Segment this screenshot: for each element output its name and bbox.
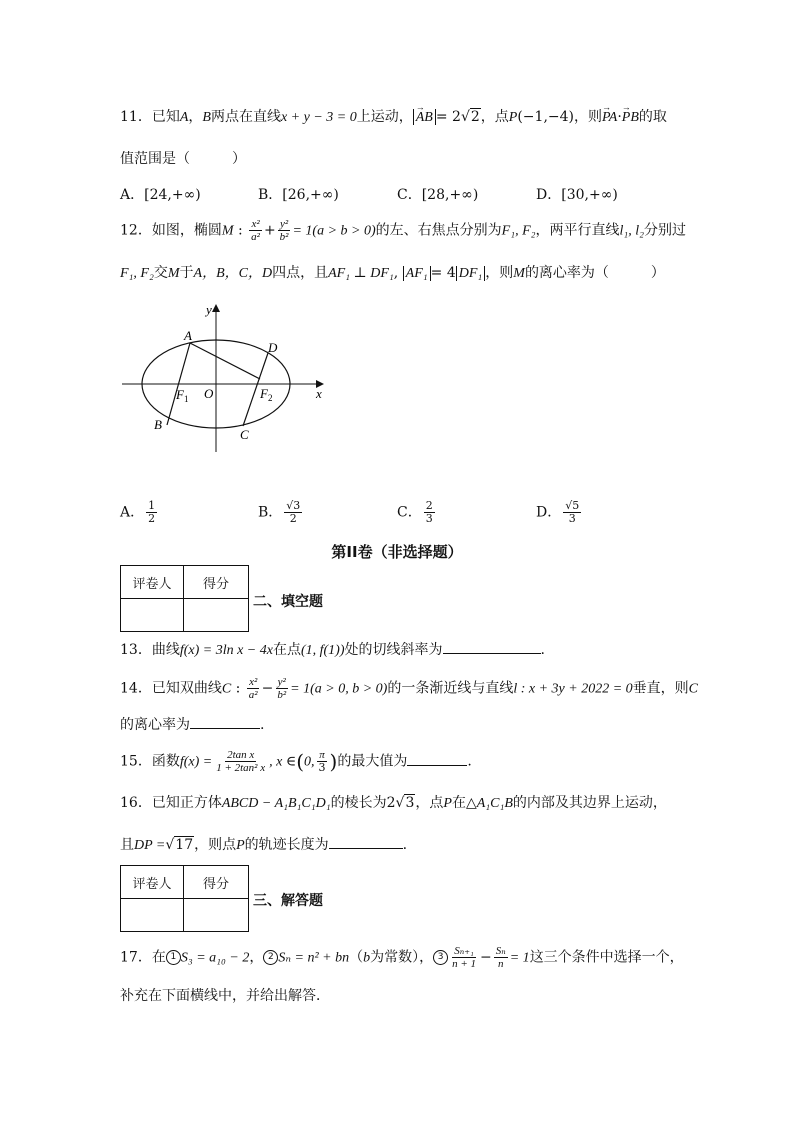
section-solve: 三、解答题 <box>253 893 323 909</box>
q17-text: 这三个条件中选择一个， <box>529 949 684 966</box>
q17-cond2: Sₙ = n² + bn <box>278 950 350 966</box>
q11-text: = 2 <box>435 109 461 125</box>
q12-text: ，则 <box>485 265 514 281</box>
circled-one-icon: 1 <box>166 950 181 965</box>
grader-header: 评卷人 <box>121 866 184 899</box>
q11-text: ，则 <box>574 109 602 125</box>
circled-two-icon: 2 <box>263 950 278 965</box>
q12-option-b[interactable] <box>258 500 304 525</box>
q11-var: A <box>179 110 189 125</box>
q11-text: 上运动， <box>356 109 413 125</box>
ellipse-figure <box>118 298 333 456</box>
q12-lines: l₁, l₂ <box>619 223 645 239</box>
circled-three-icon: 3 <box>433 950 448 965</box>
option-text: [24,+∞) <box>144 187 201 203</box>
score-header: 得分 <box>184 866 249 899</box>
q11-text: 的取 <box>638 109 667 125</box>
q11-line-eq: x + y − 3 = 0 <box>280 110 357 125</box>
option-label: A． <box>120 504 145 521</box>
option-frac <box>146 500 157 525</box>
q16-text: 的内部及其边界上运动， <box>512 795 667 811</box>
q11-text: 11．已知 <box>120 109 180 125</box>
frac-num: 1 <box>148 499 156 512</box>
q14-text: : <box>231 680 245 697</box>
option-label: C． <box>397 504 422 521</box>
q14-frac-y <box>275 676 288 701</box>
q11-sqrt: 2 <box>470 109 480 125</box>
q14-line2 <box>120 714 264 736</box>
option-label: D． <box>536 187 562 203</box>
q11-option-c[interactable] <box>397 184 478 206</box>
label-o: O <box>204 386 214 401</box>
frac-den: a² <box>251 231 260 243</box>
q14-end: . <box>260 717 265 733</box>
q11-var: P <box>508 110 518 125</box>
score-header: 得分 <box>184 566 249 599</box>
q11-option-a[interactable] <box>120 184 201 206</box>
score-table-2 <box>120 865 249 932</box>
q11-dot: · <box>617 109 622 125</box>
q12-text: 的离心率为（ ） <box>524 265 665 281</box>
q13-line <box>120 639 545 662</box>
q13-answer-blank[interactable] <box>443 639 541 654</box>
q14-text: 14．已知双曲线 <box>120 680 222 697</box>
q12-line1 <box>120 218 686 243</box>
label-f1-sub: 1 <box>183 394 189 404</box>
option-label: D． <box>536 504 562 521</box>
q12-points: A，B，C，D <box>193 266 273 281</box>
grader-cell[interactable] <box>121 899 184 932</box>
q11-ab-magnitude <box>413 109 436 125</box>
section-fill-in: 二、填空题 <box>253 594 323 610</box>
q16-dp: DP = <box>134 838 166 853</box>
label-f1-main: F <box>176 387 184 402</box>
label-b: B <box>154 417 162 432</box>
q16-line1: 16．已知正方体ABCD − A₁B₁C₁D₁的棱长为2√3，点P在△A₁C₁B的内部及其边界上运动， <box>120 795 667 811</box>
q12-var: M <box>513 266 525 281</box>
q12-text: : <box>233 222 248 239</box>
q15-end: . <box>467 753 472 770</box>
label-f2 <box>259 386 272 403</box>
q14-var: C <box>688 681 698 697</box>
q11-option-d[interactable] <box>536 184 618 206</box>
q17-text: （ <box>349 949 364 966</box>
frac-den: 1 + 2tan² x <box>216 762 266 774</box>
q11-vec-ab: → AB <box>416 107 433 129</box>
q12-foci: F₁, F₂ <box>501 223 536 239</box>
label-a: A <box>184 328 192 343</box>
option-label: A． <box>120 187 145 203</box>
q16-end: . <box>402 837 408 853</box>
frac-den: 2 <box>148 512 156 525</box>
q15-domain: , x ∈ <box>269 754 297 770</box>
frac-den: 3 <box>568 512 576 525</box>
q17-line1 <box>120 945 684 970</box>
q11-option-b[interactable] <box>258 184 339 206</box>
q17-frac1 <box>450 945 478 970</box>
q11-point: (−1,−4) <box>517 109 574 125</box>
frac-den: a² <box>248 689 258 701</box>
label-d: D <box>268 340 278 355</box>
q16-sqrt: 3 <box>405 795 415 811</box>
q11-text: 两点在直线 <box>210 109 281 125</box>
q16-text: 在 <box>451 795 466 811</box>
q11-text: ， <box>188 109 203 125</box>
q12-text: ，两平行直线 <box>535 222 620 239</box>
q13-text: 在点 <box>272 642 301 658</box>
q14-text: − <box>261 680 274 697</box>
frac-den: n + 1 <box>452 958 477 970</box>
option-label: C． <box>397 187 422 203</box>
q17-frac2 <box>494 945 508 970</box>
frac-num: Sₙ <box>495 945 506 957</box>
score-cell[interactable] <box>184 899 249 932</box>
label-c: C <box>240 427 249 442</box>
score-table-1 <box>120 565 249 632</box>
q16-text: 16．已知正方体 <box>120 795 222 811</box>
q12-eq: = 1(a > b > 0) <box>292 223 376 239</box>
frac-num: √3 <box>286 499 301 512</box>
q12-text: 四点，且 <box>272 265 329 281</box>
q16-var: P <box>443 796 452 811</box>
q16-text: 且 <box>120 837 134 853</box>
frac-num: x² <box>251 218 260 230</box>
frac-num: √5 <box>565 499 580 512</box>
q12-abs: DF₁ <box>456 266 486 281</box>
q12-cond1: AF₁ ⊥ DF₁ <box>328 266 394 281</box>
q14-text: 的一条渐近线与直线 <box>387 680 514 697</box>
label-f2-main: F <box>260 386 268 401</box>
q11-vec-pa: → PA <box>602 107 617 129</box>
q15-text: 15．函数 <box>120 753 180 770</box>
q12-option-c[interactable] <box>397 500 437 525</box>
frac-num: x² <box>249 676 258 688</box>
frac-num: 2tan x <box>227 749 255 761</box>
q14-eq: = 1(a > 0, b > 0) <box>290 681 388 697</box>
q17-text: − <box>480 949 492 966</box>
frac-num: y² <box>279 218 289 230</box>
q13-end: . <box>540 642 545 658</box>
q16-text: ，则点 <box>194 837 237 853</box>
option-label: B． <box>258 187 283 203</box>
option-label: B． <box>258 504 283 521</box>
q12-var: M <box>221 223 234 239</box>
q12-text: 的左、右焦点分别为 <box>375 222 502 239</box>
q16-answer-blank[interactable] <box>329 834 403 849</box>
part2-title: 第II卷（非选择题） <box>331 543 463 561</box>
q12-option-a[interactable] <box>120 500 159 525</box>
q11-line1: 11．已知A，B两点在直线x + y − 3 = 0上运动，→ AB = 2√2，点P(−1,−4)，则→ PA·→ PB的取 <box>120 106 667 129</box>
q14-line1 <box>120 676 698 701</box>
y-axis-arrow <box>212 304 220 312</box>
option-frac <box>563 500 581 525</box>
frac-num: π <box>319 749 325 761</box>
q12-line2 <box>120 262 665 285</box>
q13-text: 13．曲线 <box>120 642 180 658</box>
q16-line2: 且DP =√17，则点P的轨迹长度为 . <box>120 834 407 857</box>
q12-text: 于 <box>179 265 194 281</box>
grader-cell[interactable] <box>121 599 184 632</box>
q17-text: 为常数）， <box>370 949 434 966</box>
q17-text: 17．在 <box>120 949 166 966</box>
q17-var: b <box>363 950 371 966</box>
q15-line: 15．函数f(x) = $\frac{\text{2tan x}}{\text{1 + 2tan² x}}$ , x ∈(0, $\frac{\pi}{3}$ )的最大值为 . <box>120 749 472 774</box>
q11-text: ，点 <box>480 109 509 125</box>
frac-num: Sₙ₊₁ <box>454 945 474 957</box>
grader-header: 评卷人 <box>121 566 184 599</box>
q15-interval: 0, <box>304 754 315 770</box>
option-text: [30,+∞) <box>561 187 618 203</box>
q15-pi-frac <box>317 749 328 774</box>
q12-option-d[interactable] <box>536 500 583 525</box>
q12-frac-y <box>278 218 291 243</box>
q16-sqrt: 17 <box>175 837 194 853</box>
label-f1 <box>175 387 188 404</box>
q12-frac-x <box>249 218 262 243</box>
q15-frac <box>214 749 267 774</box>
q15-text: 的最大值为 <box>337 753 408 770</box>
frac-den: 3 <box>425 512 433 525</box>
q16-text: 的轨迹长度为 <box>244 837 329 853</box>
q12-text: , <box>393 265 403 281</box>
q11-vec-pb: → PB <box>622 107 639 129</box>
q16-len: 2 <box>386 795 396 811</box>
frac-den: n <box>498 958 504 970</box>
frac-num: y² <box>277 676 286 688</box>
q16-text: 的棱长为 <box>330 795 387 811</box>
q14-frac-x <box>247 676 260 701</box>
q15-answer-blank[interactable] <box>407 751 467 766</box>
q16-cube: ABCD − A₁B₁C₁D₁ <box>221 796 331 811</box>
q11-line2: 值范围是（ ） <box>120 151 246 167</box>
q12-text: = 4 <box>430 265 456 281</box>
line-ad <box>190 343 260 379</box>
score-cell[interactable] <box>184 599 249 632</box>
q13-point: (1, f(1)) <box>300 643 345 658</box>
label-f2-sub: 2 <box>267 393 273 403</box>
q12-text: 交 <box>153 265 168 281</box>
frac-den: 3 <box>318 761 326 774</box>
q12-text: 分别过 <box>644 222 687 239</box>
q16-triangle: △A₁C₁B <box>465 796 513 811</box>
option-text: [28,+∞) <box>421 187 479 203</box>
q17-eq: = 1 <box>509 950 530 966</box>
frac-num: 2 <box>425 499 433 512</box>
q14-text: 垂直，则 <box>632 680 689 697</box>
q16-text: ，点 <box>415 795 444 811</box>
q12-text: + <box>263 222 276 239</box>
q12-text: 12．如图，椭圆 <box>120 222 222 239</box>
q14-answer-blank[interactable] <box>190 714 260 729</box>
q11-var: B <box>202 110 211 125</box>
q12-var: M <box>167 266 180 281</box>
q14-var: C <box>221 681 232 697</box>
q12-foci: F₁, F₂ <box>120 266 154 281</box>
q17-line2: 补充在下面横线中，并给出解答． <box>120 988 330 1004</box>
q14-text: 的离心率为 <box>120 717 190 733</box>
label-y: y <box>206 302 212 317</box>
q12-abs: AF₁ <box>403 266 431 281</box>
frac-den: b² <box>279 231 289 243</box>
label-x: x <box>316 386 322 401</box>
frac-den: 2 <box>289 512 297 525</box>
q16-var: P <box>236 838 245 853</box>
q14-line-eq: l : x + 3y + 2022 = 0 <box>513 681 633 697</box>
option-frac <box>424 500 435 525</box>
option-frac <box>284 500 302 525</box>
q17-text: ， <box>249 949 264 966</box>
q13-function: f(x) = 3ln x − 4x <box>179 643 273 658</box>
q15-function: f(x) = <box>179 754 213 770</box>
q13-text: 处的切线斜率为 <box>344 642 443 658</box>
frac-den: b² <box>277 689 287 701</box>
option-text: [26,+∞) <box>282 187 339 203</box>
q17-cond1: S₃ = a₁₀ − 2 <box>180 950 250 966</box>
